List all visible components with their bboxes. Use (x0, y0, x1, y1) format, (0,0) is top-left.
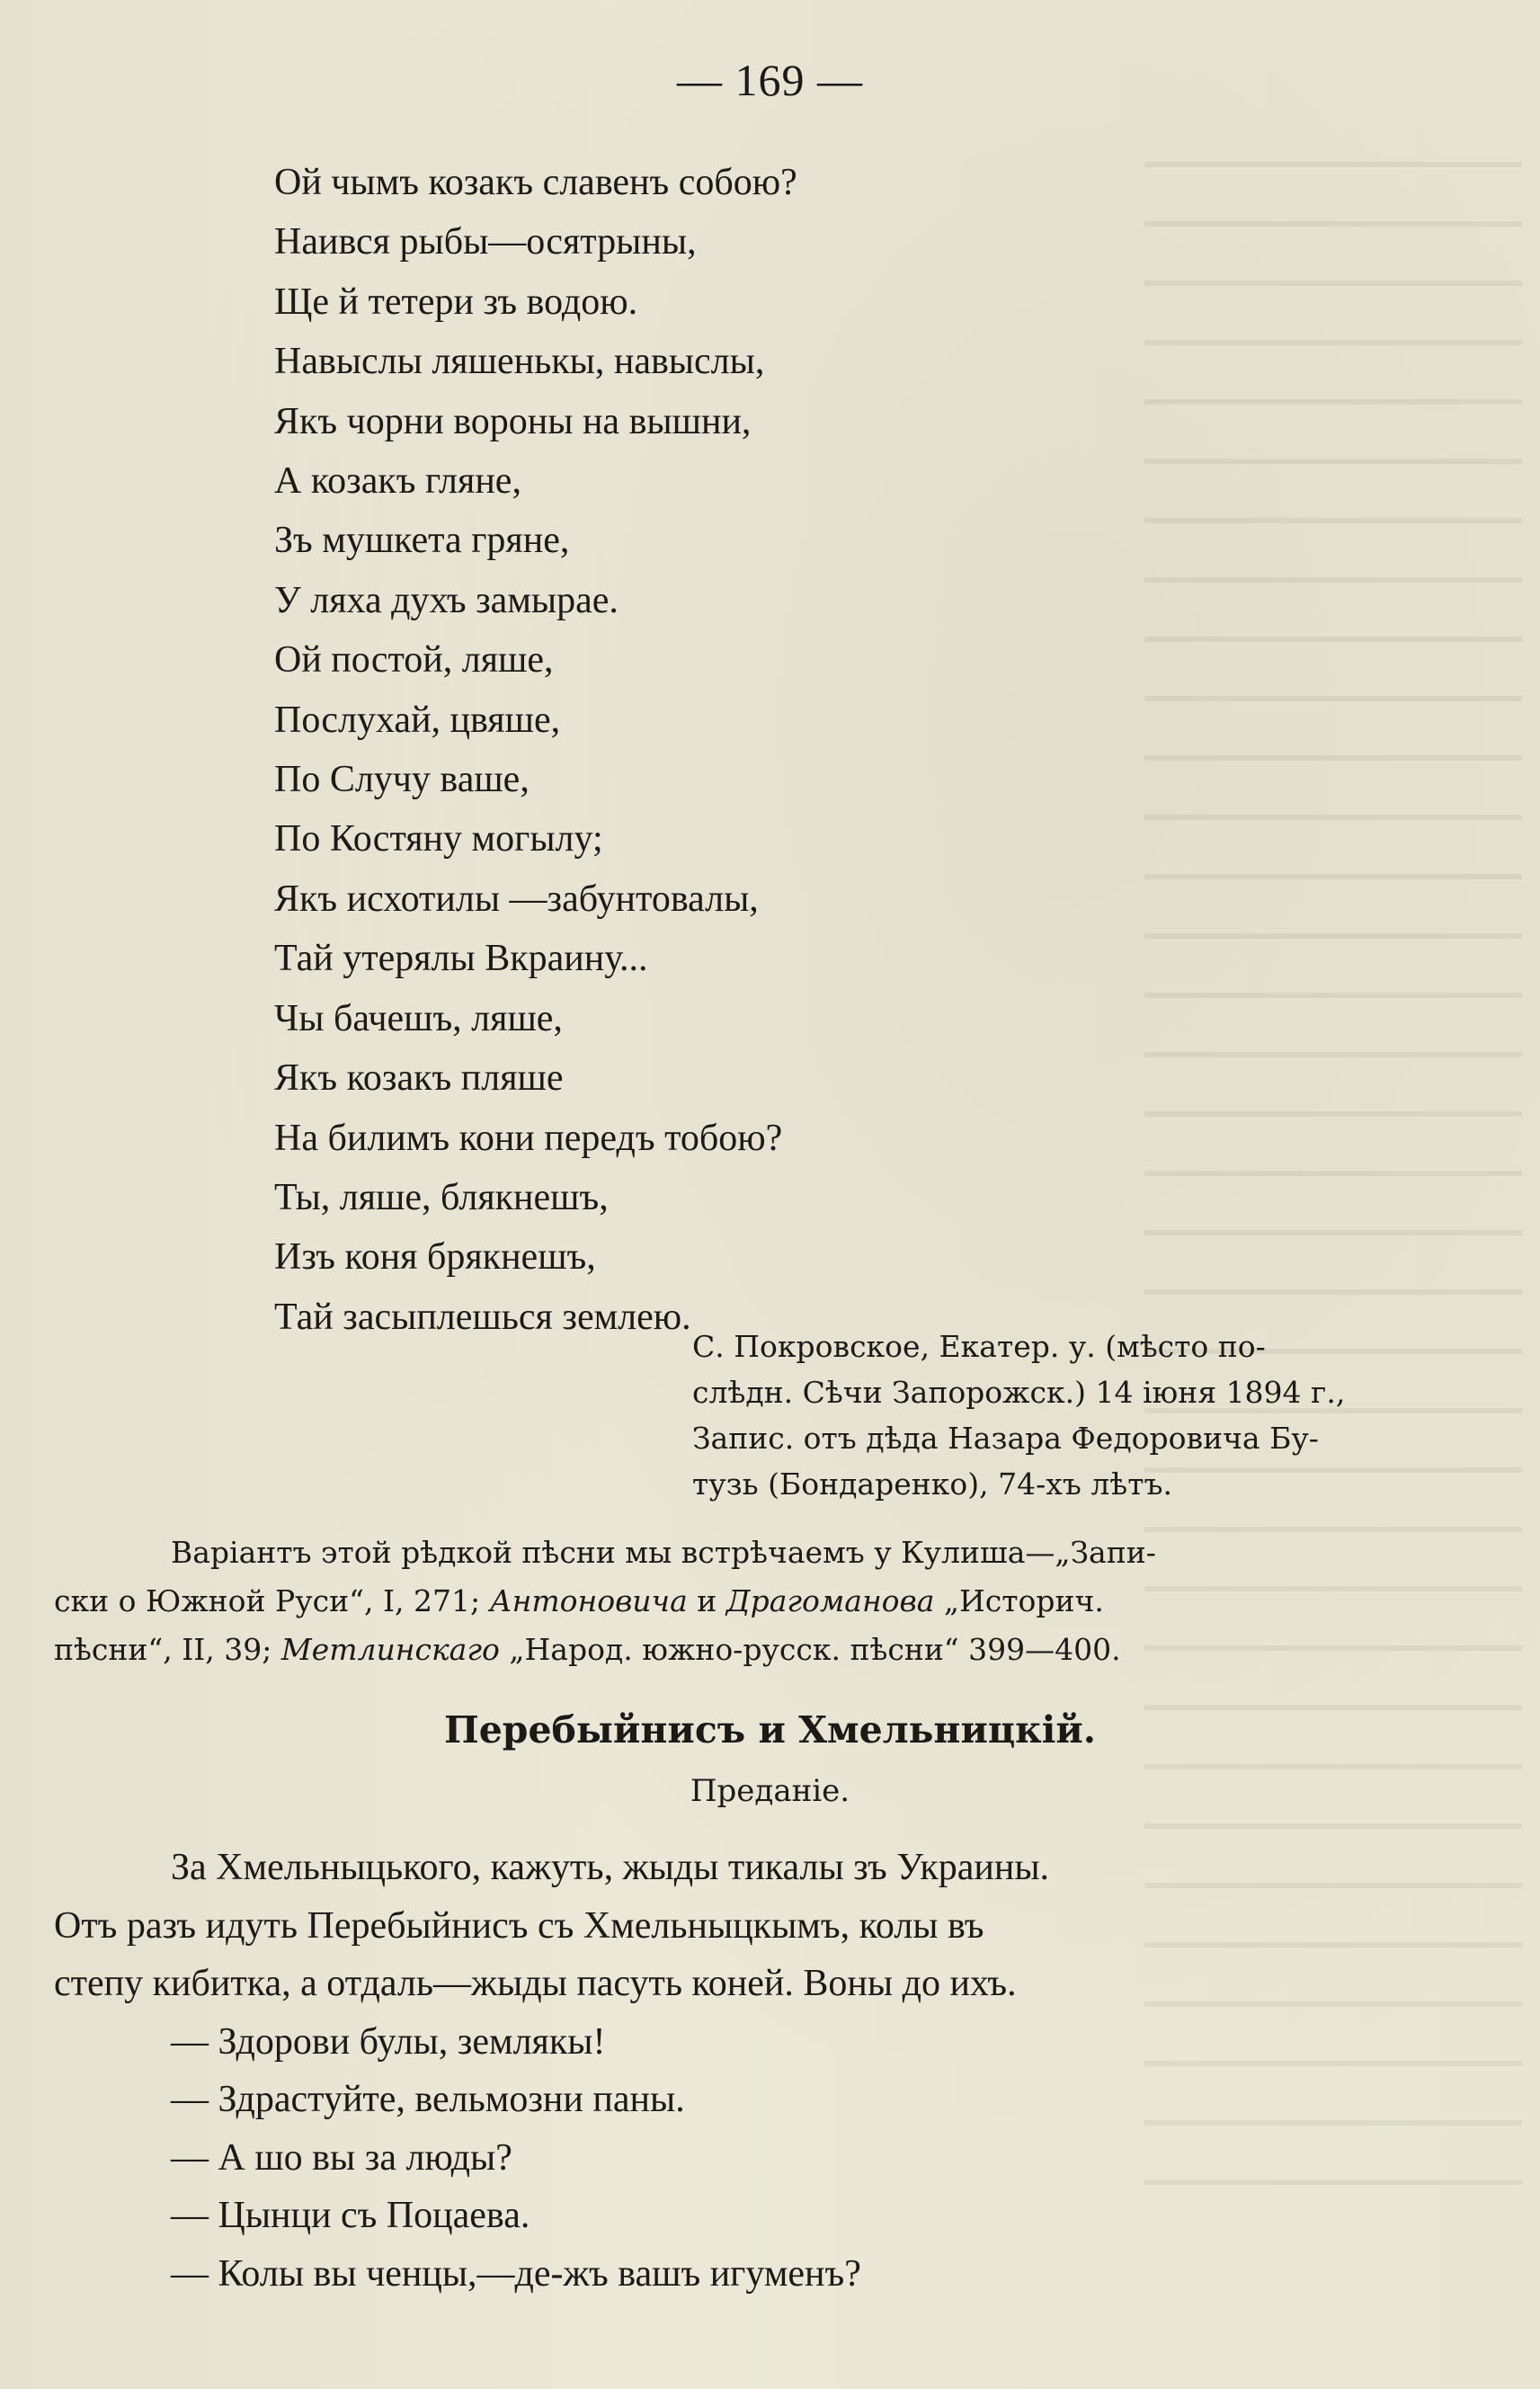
poem-line: Зъ мушкета гряне, (274, 520, 570, 562)
source-note-line: Запис. отъ дѣда Назара Федоровича Бу- (692, 1421, 1319, 1456)
variant-text: „Народ. южно-русск. пѣсни“ 399—400. (499, 1632, 1121, 1667)
variant-note (54, 1529, 1492, 1674)
variant-text: пѣсни“, II, 39; (54, 1632, 281, 1667)
poem-line: Тай засыплешься землею. (274, 1296, 691, 1338)
poem-line: По Случу ваше, (274, 759, 530, 801)
poem-line: Ты, ляше, блякнешъ, (274, 1176, 609, 1218)
author-name-dragomanov: Драгоманова (725, 1583, 935, 1618)
story-text (54, 1839, 1492, 2303)
source-note (692, 1324, 1501, 1507)
poem-line: Тай утерялы Вкраину... (274, 938, 648, 980)
page-number: — 169 — (677, 55, 863, 105)
variant-note-line (54, 1626, 1492, 1674)
poem-line: Наився рыбы—осятрыны, (274, 221, 697, 263)
dialogue-line: — Здрастуйте, вельмозни паны. (171, 2079, 685, 2120)
variant-text: „Историч. (934, 1583, 1104, 1618)
story-title: Перебыйнисъ и Хмельницкій. (443, 1708, 1097, 1752)
poem-line: По Костяну могылу; (274, 818, 603, 860)
poem-line: Ой постой, ляше, (274, 639, 554, 682)
dialogue-line: — Здорови булы, землякы! (171, 2020, 606, 2063)
story-line: степу кибитка, а отдаль—жыды пасуть коней. Воны до ихъ. (54, 1963, 1017, 2004)
dialogue-line: — Колы вы ченцы,—де-жъ вашъ игуменъ? (171, 2252, 861, 2295)
poem-line: Изъ коня брякнешъ, (274, 1236, 596, 1279)
poem (274, 153, 797, 1347)
poem-line: Чы бачешъ, ляше, (274, 997, 563, 1039)
dialogue-line: — Цынци съ Поцаева. (171, 2195, 530, 2236)
source-note-line: слѣдн. Сѣчи Запорожск.) 14 іюня 1894 г., (692, 1375, 1346, 1410)
dialogue-line: — А шо вы за люды? (171, 2136, 512, 2179)
variant-note-line (54, 1577, 1492, 1626)
poem-line: На билимъ кони передъ тобою? (274, 1117, 783, 1159)
poem-line: Ой чымъ козакъ славенъ собою? (274, 162, 797, 203)
poem-line: Якъ исхотилы —забунтовалы, (274, 878, 759, 920)
author-name-metlinsky: Метлинскаго (280, 1632, 500, 1667)
story-subtitle: Преданіе. (690, 1773, 850, 1809)
variant-text: ски о Южной Руси“, I, 271; (54, 1583, 490, 1618)
source-note-line: С. Покровское, Екатер. у. (мѣсто по- (692, 1329, 1266, 1364)
variant-note-line: Варіантъ этой рѣдкой пѣсни мы встрѣчаемъ у Кулиша—„Запи- (171, 1535, 1156, 1570)
poem-line: Послухай, цвяше, (274, 699, 561, 741)
poem-line: Якъ чорни вороны на вышни, (274, 400, 752, 442)
story-line: Отъ разъ идуть Перебыйнисъ съ Хмельныцкымъ, колы въ (54, 1904, 984, 1947)
author-name-antonovich: Антоновича (489, 1583, 688, 1618)
poem-line: Навыслы ляшенькы, навыслы, (274, 341, 765, 383)
poem-line: Якъ козакъ пляше (274, 1057, 564, 1100)
poem-line: А козакъ гляне, (274, 460, 521, 503)
story-line: За Хмельныцького, кажуть, жыды тикалы зъ Украины. (171, 1847, 1050, 1888)
poem-line: У ляха духъ замырае. (274, 579, 619, 621)
poem-line: Ще й тетери зъ водою. (274, 281, 638, 323)
source-note-line: тузь (Бондаренко), 74-хъ лѣтъ. (692, 1466, 1172, 1502)
variant-text: и (687, 1583, 726, 1618)
